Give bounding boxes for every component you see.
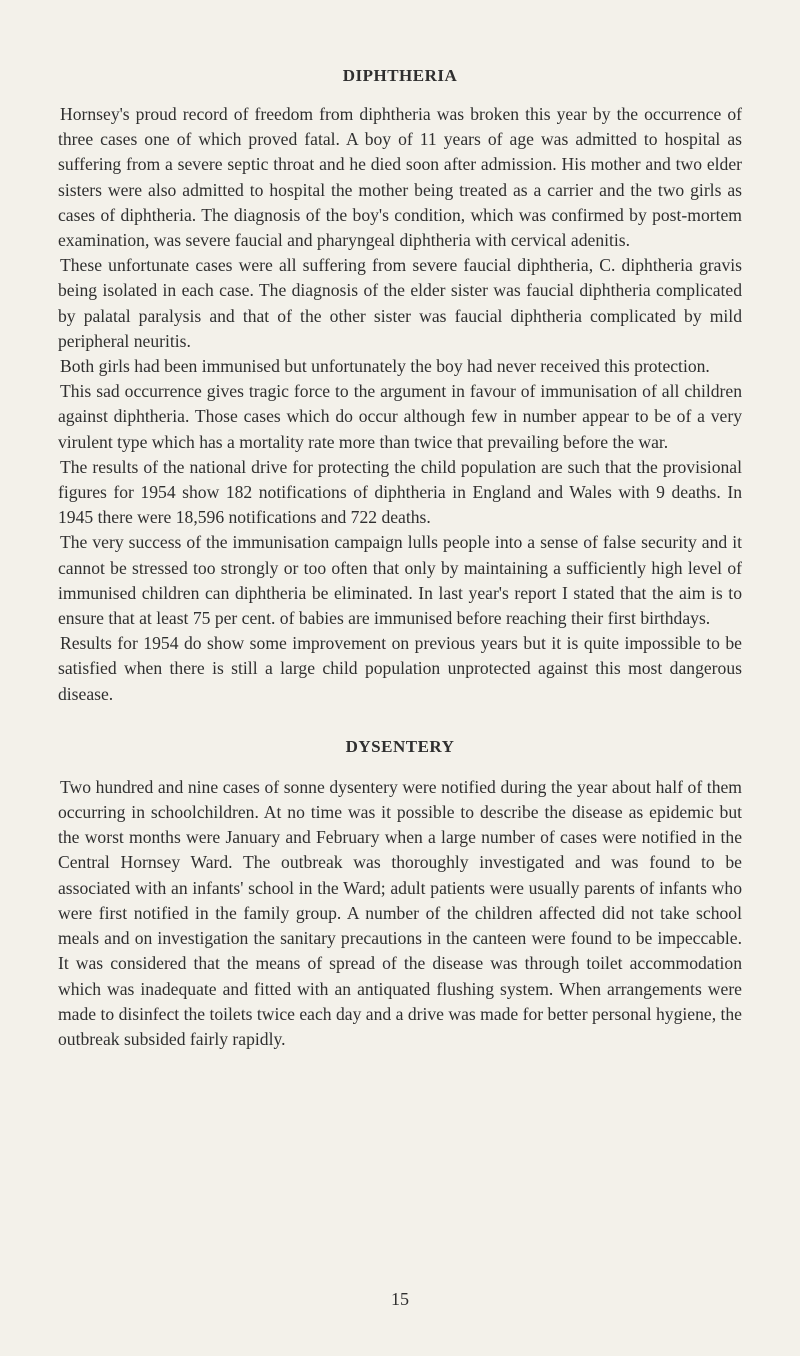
page-number: 15 — [391, 1289, 409, 1309]
section-heading-diphtheria: DIPHTHERIA — [342, 66, 458, 85]
diphtheria-paragraph-4: This sad occurrence gives tragic force to the argument in favour of immunisation of all children against diphtheria. Those cases which do occur although few in number appear to be of a very virulent type which has a mortality rate more than twice that prevailing before the war. — [58, 381, 742, 452]
diphtheria-paragraph-1: Hornsey's proud record of freedom from diphtheria was broken this year by the occurrence of three cases one of which proved fatal. A boy of 11 years of age was admitted to hospital as suffering from a severe septic throat and he died soon after admission. His mother and two elder sisters were also admitted to hospital the mother being treated as a carrier and the two girls as cases of diphtheria. The diagnosis of the boy's condition, which was confirmed by post-mortem examination, was severe faucial and pharyngeal diphtheria with cervical adenitis. — [58, 104, 742, 251]
diphtheria-paragraph-2: These unfortunate cases were all suffering from severe faucial diphtheria, C. diphtheria gravis being isolated in each case. The diagnosis of the elder sister was faucial diphtheria complicated by palatal paralysis and that of the other sister was faucial diphtheria complicated by mild peripheral neuritis. — [58, 255, 742, 351]
diphtheria-paragraph-5: The results of the national drive for protecting the child population are such that the provisional figures for 1954 show 182 notifications of diphtheria in England and Wales with 9 deaths. In 1945 there were 18,596 notifications and 722 deaths. — [58, 456, 742, 528]
diphtheria-paragraph-7: Results for 1954 do show some improvement on previous years but it is quite impossible to be satisfied when there is still a large child population unprotected against this most dangerous disease. — [58, 633, 742, 704]
diphtheria-paragraph-6: The very success of the immunisation campaign lulls people into a sense of false security and it cannot be stressed too strongly or too often that only by maintaining a sufficiently high level of immunised children can diphtheria be eliminated. In last year's report I stated that the aim is to ensure that at least 75 per cent. of babies are immunised before reaching their first birthdays. — [58, 532, 742, 629]
section-heading-dysentery: DYSENTERY — [345, 736, 455, 756]
diphtheria-paragraph-3: Both girls had been immunised but unfortunately the boy had never received this protection. — [60, 356, 710, 377]
dysentery-paragraph-1: Two hundred and nine cases of sonne dysentery were notified during the year about half of them occurring in schoolchildren. At no time was it possible to describe the disease as epidemic but the worst months were January and February when a large number of cases were notified in the Central Hornsey Ward. The outbreak was thoroughly investigated and was found to be associated with an infants' school in the Ward; adult patients were usually parents of infants who were first notified in the family group. A number of the children affected did not take school meals and on investigation the sanitary precautions in the canteen were found to be impeccable. It was considered that the means of spread of the disease was through toilet accommodation which was inadequate and fitted with an antiquated flushing system. When arrangements were made to disinfect the toilets twice each day and a drive was made for better personal hygiene, the outbreak subsided fairly rapidly. — [58, 776, 742, 1049]
